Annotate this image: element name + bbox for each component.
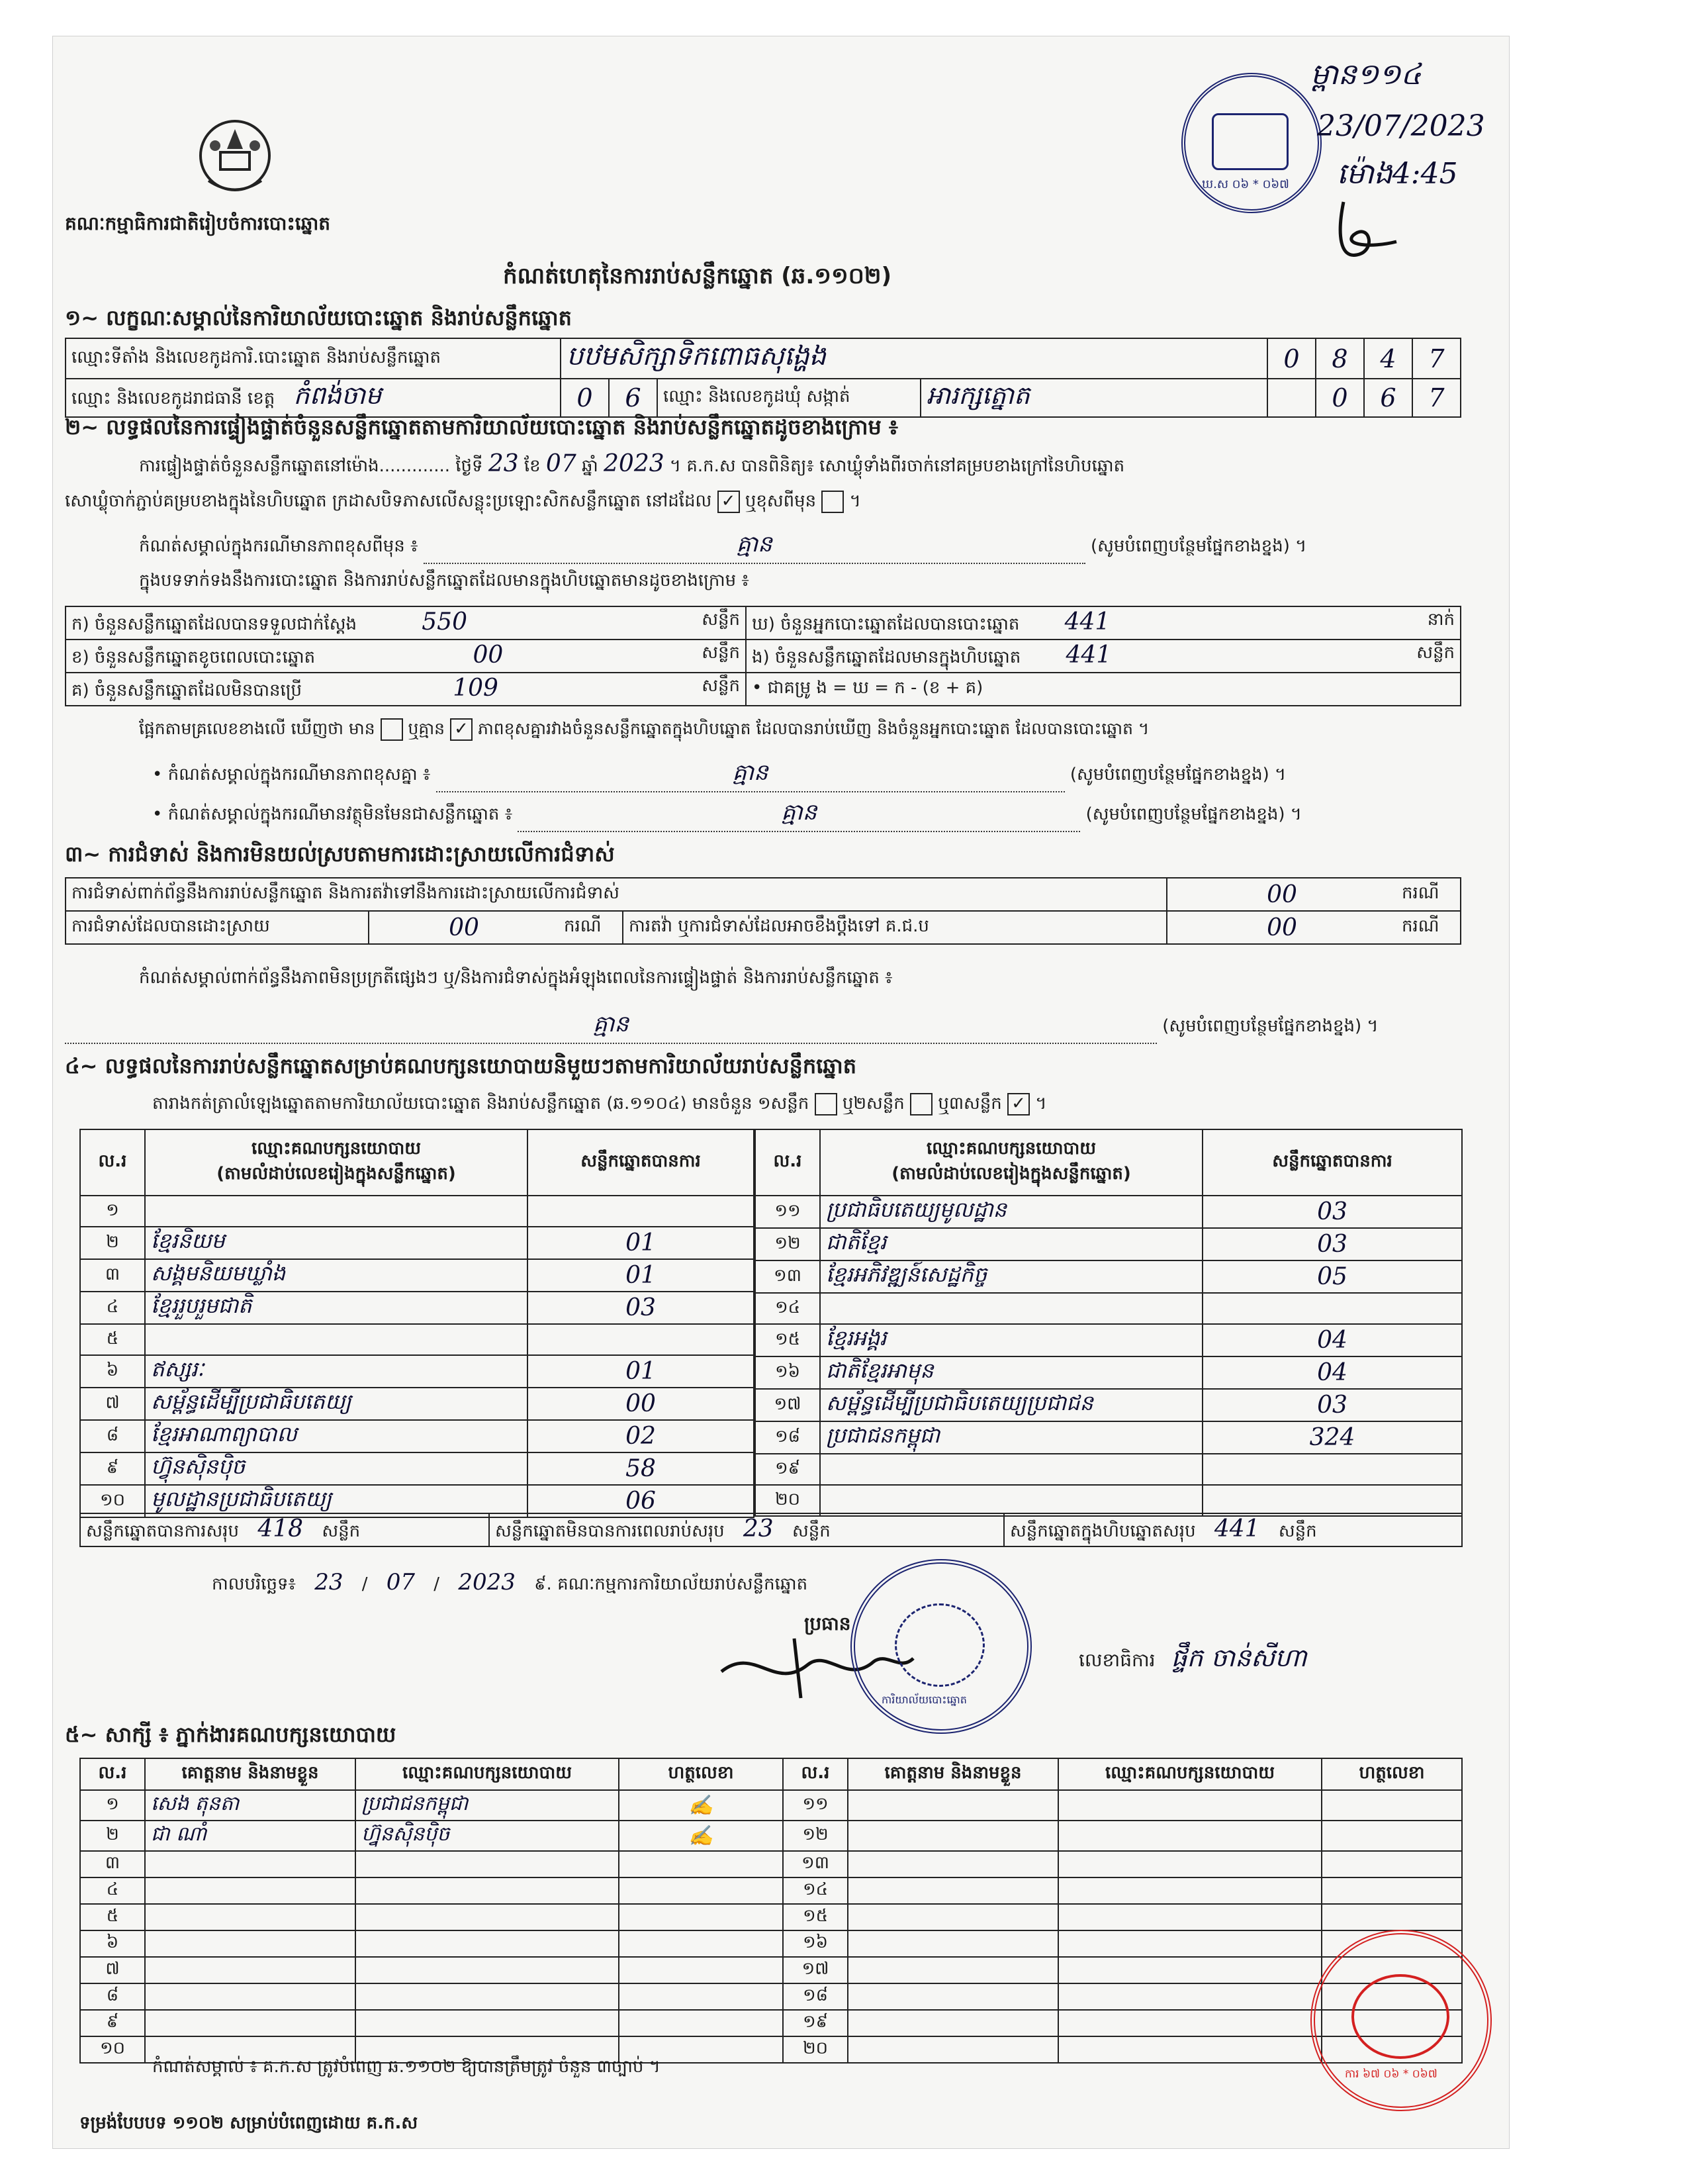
- row-number: ៥: [80, 1904, 145, 1930]
- sign-month: 07: [386, 1569, 416, 1595]
- row-number: ៨: [80, 1983, 145, 2010]
- party-name: សង្គមនិយមឃ្លាំង: [145, 1259, 527, 1292]
- witness-name: [848, 1821, 1058, 1851]
- row-number: ១៦: [755, 1356, 820, 1389]
- receiver-signature: [1330, 195, 1410, 271]
- witness-party: [1058, 1790, 1322, 1821]
- two-sheet-checkbox[interactable]: [910, 1093, 933, 1116]
- row-number: ១៧: [755, 1389, 820, 1421]
- witness-signature: [1322, 1904, 1462, 1930]
- footer-form-ref: ទម្រង់បែបបទ ១១០២ សម្រាប់បំពេញដោយ គ.ក.ស: [79, 2113, 418, 2133]
- top-official-stamp: [1181, 73, 1322, 213]
- section1-table: [65, 338, 1461, 418]
- s1-code-2: 8: [1316, 338, 1364, 379]
- party-name: ហ៊្វុនស៊ិនប៉ិច: [145, 1452, 527, 1485]
- formula-text: • ជាគម្រូ ង = ឃ = ក - (ខ + គ): [746, 673, 1461, 706]
- party-name: ខ្មែរអង្គរ: [820, 1324, 1203, 1356]
- row-number: ១០: [80, 2036, 145, 2063]
- witness-row: [80, 1851, 1462, 1877]
- party-votes: 58: [527, 1452, 754, 1485]
- row-number: ១៣: [755, 1260, 820, 1293]
- party-votes: 05: [1203, 1260, 1462, 1293]
- section3-title: ៣~ ការជំទាស់ និងការមិនយល់ស្របតាមការដោះស្រាយលើការជំទាស់: [65, 841, 615, 867]
- party-result-row: [80, 1292, 754, 1324]
- party-result-row: [80, 1420, 754, 1452]
- s1-code-1: 0: [1267, 338, 1316, 379]
- section5-title: ៥~ សាក្សី ៖ ភ្នាក់ងារគណបក្សនយោបាយ: [65, 1722, 396, 1747]
- s1-row2-label2: ឈ្មោះ និងលេខកូដឃុំ សង្កាត់: [657, 379, 921, 417]
- s2-count-grid: ក) ចំនួនសន្លឹកឆ្នោតដែលបានទទួលជាក់ស្តែង 550 សន្លឹក ឃ) ចំនួនអ្នកបោះឆ្នោតដែលបានបោះឆ្នោត 441 នាក់ ខ) ចំនួនសន្លឹកឆ្នោតខូចពេលបោះឆ្នោត 00 សន្លឹក ង) ចំនួនសន្លឹកឆ្នោតដែលមានក្នុងហិបឆ្នោត 441 សន្លឹក គ) ចំនួនសន្លឹកឆ្នោតដែលមិនបានប្រើ 109 សន្លឹក • ជាគម្រូ ង = ឃ = ក - (ខ + គ): [65, 606, 1461, 706]
- s3-note-value: គ្មាន: [593, 1011, 629, 1037]
- received-ballots-value: 550: [422, 608, 467, 636]
- witness-party: [1058, 1904, 1322, 1930]
- party-name: ខ្មែរអាណាព្យាបាល: [145, 1420, 527, 1452]
- witness-table: ល.រ គោត្តនាម និងនាមខ្លួន ឈ្មោះគណបក្សនយោបាយ ហត្ថលេខា ល.រ គោត្តនាម និងនាមខ្លួន ឈ្មោះគណបក្សនយោបាយ ហត្ថលេខា ១ សេង តុនតា ប្រជាជនកម្ពុជា ✍ ១១ ២ ជា ណាំ ហ្វ៊ុនស៊ិនប៉ិច ✍ ១២ ៣ ១៣ ៤ ១៤ ៥ ១៥ ៦ ១៦ ៧ ១៧ ៨ ១៨ ៩ ១៩ ១០ ២០: [79, 1758, 1463, 2064]
- row-number: ១០: [80, 1485, 145, 1517]
- results-table-right: ល.រ ឈ្មោះគណបក្សនយោបាយ (តាមលំដាប់លេខរៀងក្នុងសន្លឹកឆ្នោត) សន្លឹកឆ្នោតបានការ ១១ ប្រជាធិបតេយ្យមូលដ្ឋាន 03 ១២ ជាតិខ្មែរ 03 ១៣ ខ្មែរអភិវឌ្ឍន៍សេដ្ឋកិច្ច 05 ១៤ ១៥ ខ្មែរអង្គរ 04 ១៦ ជាតិខ្មែរអាមុន 04 ១៧ សម្ព័ន្ធដើម្បីប្រជាធិបតេយ្យប្រជាជន 03 ១៨ ប្រជាជនកម្ពុជា 324 ១៩ ២០: [754, 1129, 1463, 1517]
- row-number: ៦: [80, 1355, 145, 1388]
- witness-signature: [1322, 1877, 1462, 1904]
- witness-row: [80, 1904, 1462, 1930]
- received-date: 23/07/2023: [1317, 109, 1485, 143]
- witness-party: ហ្វ៊ុនស៊ិនប៉ិច: [355, 1821, 619, 1851]
- row-number: ១២: [755, 1228, 820, 1260]
- party-votes: 01: [527, 1259, 754, 1292]
- s3-r2-value2: 00: [1167, 911, 1396, 944]
- section4-title: ៤~ លទ្ធផលនៃការរាប់សន្លឹកឆ្នោតសម្រាប់គណបក្សនយោបាយនិមួយៗតាមការិយាល័យរាប់សន្លឹកឆ្នោត: [65, 1053, 857, 1078]
- s1-row2-code-1: 0: [561, 379, 609, 417]
- difference-no-checkbox[interactable]: ✓: [450, 718, 473, 741]
- row-number: ១៩: [755, 1454, 820, 1485]
- received-number: ម្ពាន១១៤: [1310, 58, 1422, 91]
- witness-signature: [619, 1983, 783, 2010]
- witness-party: [1058, 2036, 1322, 2063]
- witness-signature: [1322, 1851, 1462, 1877]
- s2-p7-value: គ្មាន: [781, 799, 817, 826]
- row-number: ២០: [755, 1485, 820, 1516]
- party-result-row: [80, 1196, 754, 1227]
- section3-table: ការជំទាស់ពាក់ព័ន្ធនឹងការរាប់សន្លឹកឆ្នោត និងការតវ៉ាទៅនឹងការដោះស្រាយលើការជំទាស់ 00 ករណី ការជំទាស់ដែលបានដោះស្រាយ 00 ករណី ការតវ៉ា ឬការជំទាស់ដែលអាចខឹងប្តឹងទៅ គ.ជ.ប 00 ករណី: [65, 877, 1461, 945]
- secretary-line: លេខាធិការ ផ្ទឹក ចាន់សីហា: [1079, 1643, 1307, 1672]
- s3-note-label: កំណត់សម្គាល់ពាក់ព័ន្ធនឹងភាពមិនប្រក្រតីផ្សេងៗ ឬ/និងការជំទាស់ក្នុងអំឡុងពេលនៃការផ្ទៀងផ្ទាត់ និងការរាប់សន្លឹកឆ្នោត ៖: [139, 968, 893, 988]
- row-number: ១៨: [783, 1983, 848, 2010]
- witness-row: [80, 1790, 1462, 1821]
- witness-row: [80, 1877, 1462, 1904]
- difference-yes-checkbox[interactable]: [381, 718, 403, 741]
- s1-row2-code-2: 6: [609, 379, 657, 417]
- witness-signature: [1322, 1821, 1462, 1851]
- party-result-row: [755, 1293, 1462, 1324]
- row-number: ១៥: [755, 1324, 820, 1356]
- s2-p3-value: គ្មាន: [736, 531, 772, 557]
- party-name: ជាតិខ្មែរអាមុន: [820, 1356, 1203, 1389]
- party-result-row: [755, 1389, 1462, 1421]
- received-time: ម៉ោង4:45: [1337, 157, 1458, 191]
- witness-party: [1058, 1877, 1322, 1904]
- witness-party: [355, 2010, 619, 2036]
- results-right-body: [755, 1196, 1462, 1516]
- witness-name: [848, 2010, 1058, 2036]
- party-votes: [1203, 1485, 1462, 1516]
- row-number: ១៩: [783, 2010, 848, 2036]
- s1-row2-code2-2: 6: [1364, 379, 1412, 417]
- middle-official-stamp: [850, 1559, 1032, 1734]
- row-number: ១២: [783, 1821, 848, 1851]
- party-votes: 06: [527, 1485, 754, 1517]
- party-name: [145, 1324, 527, 1355]
- party-result-row: [755, 1485, 1462, 1516]
- party-votes: [1203, 1454, 1462, 1485]
- party-result-row: [755, 1228, 1462, 1260]
- row-number: ៤: [80, 1292, 145, 1324]
- s2-paragraph2: សោឃ្លុំចាក់ភ្ជាប់គម្របខាងក្នុងនៃហិបឆ្នោត ក្រដាសបិទភាសលើសន្លុះប្រឡោះសិកសន្លឹកឆ្នោត នៅដដែល ✓ ឬខុសពីមុន ។: [65, 490, 861, 515]
- witness-party: [1058, 1851, 1322, 1877]
- s2-paragraph1: ការផ្ទៀងផ្ទាត់ចំនួនសន្លឹកឆ្នោតនៅម៉ោង............. ថ្ងៃទី 23 ខែ 07 ឆ្នាំ 2023 ។ គ.ក.ស បានពិនិត្យ៖ សោឃ្លុំទាំងពីរចាក់នៅគម្របខាងក្រៅនៃហិបឆ្នោត: [139, 450, 1125, 477]
- s2-paragraph6: • កំណត់សម្គាល់ក្នុងករណីមានភាពខុសគ្នា ៖ គ្មាន (សូមបំពេញបន្ថែមផ្នែកខាងខ្នង) ។: [152, 758, 1286, 792]
- row-number: ១៤: [783, 1877, 848, 1904]
- row-number: ១៥: [783, 1904, 848, 1930]
- party-name: ឥស្សរៈ: [145, 1355, 527, 1388]
- row-number: ៩: [80, 2010, 145, 2036]
- s2-p6-value: គ្មាន: [732, 759, 768, 786]
- party-result-row: [80, 1355, 754, 1388]
- witness-name: [848, 1851, 1058, 1877]
- row-number: ៤: [80, 1877, 145, 1904]
- party-result-row: [755, 1196, 1462, 1228]
- s3-r1-label: ការជំទាស់ពាក់ព័ន្ធនឹងការរាប់សន្លឹកឆ្នោត និងការតវ៉ាទៅនឹងការដោះស្រាយលើការជំទាស់: [66, 878, 1167, 911]
- s2-day: 23: [488, 450, 519, 477]
- witness-row: [80, 1821, 1462, 1851]
- s2-paragraph7: • កំណត់សម្គាល់ក្នុងករណីមានវត្ថុមិនមែនជាសន្លឹកឆ្នោត ៖ គ្មាន (សូមបំពេញបន្ថែមផ្នែកខាងខ្នង) ។: [152, 798, 1302, 832]
- row-number: ៦: [80, 1930, 145, 1957]
- party-result-row: [80, 1388, 754, 1420]
- unchanged-checkbox[interactable]: ✓: [717, 491, 740, 513]
- footer-note: កំណត់សម្គាល់ ៖ គ.ក.ស ត្រូវបំពេញ ឆ.១១០២ ឱ្យបានត្រឹមត្រូវ ចំនួន ៣ច្បាប់ ។: [152, 2057, 661, 2077]
- party-votes: [527, 1196, 754, 1227]
- party-result-row: [755, 1454, 1462, 1485]
- party-name: [145, 1196, 527, 1227]
- witness-party: [1058, 1983, 1322, 2010]
- witness-signature: [619, 1851, 783, 1877]
- mid-stamp-text: ការិយាល័យបោះឆ្នោត: [882, 1693, 967, 1706]
- row-number: ៨: [80, 1420, 145, 1452]
- witness-party: [355, 1930, 619, 1957]
- party-result-row: [755, 1356, 1462, 1389]
- party-votes: 03: [1203, 1196, 1462, 1228]
- one-sheet-checkbox[interactable]: [815, 1093, 837, 1116]
- s1-row2-code2-1: 0: [1316, 379, 1364, 417]
- witness-party: ប្រជាជនកម្ពុជា: [355, 1790, 619, 1821]
- witness-party: [1058, 1930, 1322, 1957]
- witness-name: [145, 1957, 355, 1983]
- s2-paragraph3: កំណត់សម្គាល់ក្នុងករណីមានភាពខុសពីមុន ៖ គ្មាន (សូមបំពេញបន្ថែមផ្នែកខាងខ្នង) ។: [139, 530, 1306, 564]
- witness-name: [848, 1983, 1058, 2010]
- party-name: មូលដ្ឋានប្រជាធិបតេយ្យ: [145, 1485, 527, 1517]
- row-number: ១៦: [783, 1930, 848, 1957]
- party-votes: 04: [1203, 1324, 1462, 1356]
- unused-ballots-value: 109: [453, 674, 498, 702]
- party-name: [820, 1293, 1203, 1324]
- row-number: ៥: [80, 1324, 145, 1355]
- witness-name: [848, 1904, 1058, 1930]
- witness-signature: ✍: [619, 1821, 783, 1851]
- s1-code-3: 4: [1364, 338, 1412, 379]
- witness-name: [848, 1930, 1058, 1957]
- s2-paragraph5: ផ្អែកតាមគ្រលេខខាងលើ ឃើញថា មាន ឬគ្មាន ✓ ភាពខុសគ្នារវាងចំនួនសន្លឹកឆ្នោតក្នុងហិបឆ្នោត ដែលបានរាប់ឃើញ និងចំនួនអ្នកបោះឆ្នោត ដែលបានបោះឆ្នោត ។: [139, 718, 1149, 743]
- row-number: ១៤: [755, 1293, 820, 1324]
- party-result-row: [80, 1259, 754, 1292]
- witness-party: [1058, 1821, 1322, 1851]
- row-number: ១: [80, 1196, 145, 1227]
- sign-day: 23: [314, 1569, 343, 1595]
- row-number: ៩: [80, 1452, 145, 1485]
- sign-year: 2023: [458, 1569, 516, 1595]
- witness-party: [355, 1957, 619, 1983]
- party-votes: 03: [527, 1292, 754, 1324]
- witness-party: [1058, 1957, 1322, 1983]
- witness-signature: [619, 1957, 783, 1983]
- results-totals: សន្លឹកឆ្នោតបានការសរុប 418 សន្លឹក សន្លឹកឆ្នោតមិនបានការពេលរាប់សរុប 23 សន្លឹក សន្លឹកឆ្នោតក្នុងហិបឆ្នោតសរុប 441 សន្លឹក: [79, 1513, 1463, 1547]
- party-result-row: [80, 1324, 754, 1355]
- s2-paragraph4: ក្នុងបទទាក់ទងនឹងការបោះឆ្នោត និងការរាប់សន្លឹកឆ្នោតដែលមានក្នុងហិបឆ្នោតមានដូចខាងក្រោម ៖: [139, 571, 749, 591]
- party-name: [820, 1454, 1203, 1485]
- witness-name: [145, 1851, 355, 1877]
- section2-title: ២~ លទ្ធផលនៃការផ្ទៀងផ្ទាត់ចំនួនសន្លឹកឆ្នោតតាមការិយាល័យបោះឆ្នោត និងរាប់សន្លឹកឆ្នោតដូចខាងក្រោម ៖: [65, 414, 898, 440]
- party-name: ប្រជាជនកម្ពុជា: [820, 1421, 1203, 1454]
- witness-party: [355, 1851, 619, 1877]
- row-number: ២: [80, 1821, 145, 1851]
- witness-name: [145, 2010, 355, 2036]
- party-name: ជាតិខ្មែរ: [820, 1228, 1203, 1260]
- s3-r2-value: 00: [369, 911, 559, 944]
- party-votes: 03: [1203, 1389, 1462, 1421]
- row-number: ១: [80, 1790, 145, 1821]
- s3-r2-label2: ការតវ៉ា ឬការជំទាស់ដែលអាចខឹងប្តឹងទៅ គ.ជ.ប: [623, 911, 1167, 944]
- witness-name: ជា ណាំ: [145, 1821, 355, 1851]
- witness-party: [355, 1983, 619, 2010]
- valid-total: 418: [257, 1515, 304, 1543]
- party-result-row: [755, 1421, 1462, 1454]
- invalid-total: 23: [743, 1515, 774, 1543]
- witness-signature: ✍: [619, 1790, 783, 1821]
- witness-name: [145, 1904, 355, 1930]
- row-number: ៣: [80, 1851, 145, 1877]
- witness-name: [145, 1983, 355, 2010]
- three-sheet-checkbox[interactable]: ✓: [1007, 1093, 1030, 1116]
- witness-row: [80, 2010, 1462, 2036]
- witness-name: [848, 1877, 1058, 1904]
- party-name: សម្ព័ន្ធដើម្បីប្រជាធិបតេយ្យប្រជាជន: [820, 1389, 1203, 1421]
- party-name: សម្ព័ន្ធដើម្បីប្រជាធិបតេយ្យ: [145, 1388, 527, 1420]
- witness-name: [848, 2036, 1058, 2063]
- s1-row2-value2: អារក្សត្នោត: [921, 379, 1267, 417]
- party-result-row: [80, 1227, 754, 1259]
- s1-row2-code2-3: 7: [1412, 379, 1461, 417]
- red-official-stamp: [1310, 1930, 1492, 2111]
- witness-body: [80, 1790, 1462, 2063]
- results-left-body: [80, 1196, 754, 1517]
- party-votes: 324: [1203, 1421, 1462, 1454]
- s3-r2-label: ការជំទាស់ដែលបានដោះស្រាយ: [66, 911, 369, 944]
- witness-row: [80, 1930, 1462, 1957]
- party-result-row: [755, 1324, 1462, 1356]
- row-number: ២: [80, 1227, 145, 1259]
- chair-label: ប្រធាន: [804, 1613, 851, 1635]
- top-stamp-code: ឃ.ស ០៦ * ០៦៧: [1202, 177, 1289, 191]
- row-number: ១៨: [755, 1421, 820, 1454]
- party-votes: 00: [527, 1388, 754, 1420]
- witness-signature: [1322, 1790, 1462, 1821]
- box-total: 441: [1214, 1515, 1260, 1543]
- row-number: ៧: [80, 1957, 145, 1983]
- row-number: ៣: [80, 1259, 145, 1292]
- red-stamp-code: ការ ៦៧ ០៦ * ០៦៧: [1345, 2067, 1437, 2081]
- witness-row: [80, 1957, 1462, 1983]
- party-votes: [527, 1324, 754, 1355]
- s1-row2-label: ឈ្មោះ និងលេខកូដរាជធានី ខេត្ត: [71, 389, 275, 408]
- section1-title: ១~ លក្ខណៈសម្គាល់នៃការិយាល័យបោះឆ្នោត និងរាប់សន្លឹកឆ្នោត: [65, 305, 572, 330]
- s2-month: 07: [545, 450, 576, 477]
- witness-name: [145, 1877, 355, 1904]
- nec-emblem-icon: [189, 116, 281, 202]
- s4-intro: តារាងកត់ត្រាលំឡេងឆ្នោតតាមការិយាល័យបោះឆ្នោត និងរាប់សន្លឹកឆ្នោត (ឆ.១១០៤) មានចំនួន ១សន្លឹក ឬ២សន្លឹក ឬ៣សន្លឹក ✓ ។: [152, 1092, 1046, 1117]
- party-name: ប្រជាធិបតេយ្យមូលដ្ឋាន: [820, 1196, 1203, 1228]
- s1-code-4: 7: [1412, 338, 1461, 379]
- row-number: ១១: [755, 1196, 820, 1228]
- party-votes: 03: [1203, 1228, 1462, 1260]
- party-votes: 04: [1203, 1356, 1462, 1389]
- spoiled-ballots-value: 00: [473, 641, 504, 669]
- voters-value: 441: [1064, 608, 1111, 636]
- witness-signature: [619, 1930, 783, 1957]
- party-votes: 01: [527, 1355, 754, 1388]
- org-name: គណៈកម្មាធិការជាតិរៀបចំការបោះឆ្នោត: [65, 213, 331, 234]
- s4-date-line: កាលបរិច្ឆេទ៖ 23 / 07 / 2023 ៩. គណៈកម្មការការិយាល័យរាប់សន្លឹកឆ្នោត: [212, 1569, 808, 1595]
- party-name: ខ្មែររួបរួមជាតិ: [145, 1292, 527, 1324]
- secretary-name: ផ្ទឹក ចាន់សីហា: [1171, 1643, 1307, 1672]
- row-number: ៧: [80, 1388, 145, 1420]
- row-number: ២០: [783, 2036, 848, 2063]
- party-votes: 01: [527, 1227, 754, 1259]
- party-name: [820, 1485, 1203, 1516]
- s2-year: 2023: [604, 450, 664, 477]
- witness-party: [1058, 2010, 1322, 2036]
- form-page: [53, 36, 1509, 2148]
- box-ballots-value: 441: [1066, 641, 1112, 669]
- witness-name: [145, 1930, 355, 1957]
- party-votes: [1203, 1293, 1462, 1324]
- row-number: ១៧: [783, 1957, 848, 1983]
- witness-name: [848, 1957, 1058, 1983]
- witness-name: សេង តុនតា: [145, 1790, 355, 1821]
- row-number: ១៣: [783, 1851, 848, 1877]
- party-votes: 02: [527, 1420, 754, 1452]
- party-result-row: [80, 1452, 754, 1485]
- s1-row1-value: បឋមសិក្សាទិកពោធសុង្ហេង: [561, 338, 1267, 379]
- witness-signature: [619, 1877, 783, 1904]
- s3-note-line: គ្មាន (សូមបំពេញបន្ថែមផ្នែកខាងខ្នង) ។: [65, 1010, 1379, 1044]
- witness-signature: [619, 1904, 783, 1930]
- witness-name: [848, 1790, 1058, 1821]
- witness-signature: [619, 2010, 783, 2036]
- party-result-row: [755, 1260, 1462, 1293]
- witness-party: [355, 1904, 619, 1930]
- witness-party: [355, 1877, 619, 1904]
- s3-r1-value: 00: [1167, 878, 1396, 911]
- s1-row1-label: ឈ្មោះទីតាំង និងលេខកូដការិ.បោះឆ្នោត និងរាប់សន្លឹកឆ្នោត: [66, 338, 561, 379]
- witness-row: [80, 1983, 1462, 2010]
- row-number: ១១: [783, 1790, 848, 1821]
- results-table-left: ល.រ ឈ្មោះគណបក្សនយោបាយ (តាមលំដាប់លេខរៀងក្នុងសន្លឹកឆ្នោត) សន្លឹកឆ្នោតបានការ ១ ២ ខ្មែរនិយម 01 ៣ សង្គមនិយមឃ្លាំង 01 ៤ ខ្មែររួបរួមជាតិ 03 ៥ ៦ ឥស្សរៈ 01 ៧ សម្ព័ន្ធដើម្បីប្រជាធិបតេយ្យ 00 ៨ ខ្មែរអាណាព្យាបាល 02 ៩ ហ៊្វុនស៊ិនប៉ិច 58 ១០ មូលដ្ឋានប្រជាធិបតេយ្យ 06: [79, 1129, 754, 1518]
- form-title: កំណត់ហេតុនៃការរាប់សន្លឹកឆ្នោត (ឆ.១១០២): [503, 263, 892, 289]
- s1-row2-value: កំពង់ចាម: [293, 381, 382, 410]
- party-name: ខ្មែរអភិវឌ្ឍន៍សេដ្ឋកិច្ច: [820, 1260, 1203, 1293]
- changed-checkbox[interactable]: [821, 491, 844, 513]
- party-name: ខ្មែរនិយម: [145, 1227, 527, 1259]
